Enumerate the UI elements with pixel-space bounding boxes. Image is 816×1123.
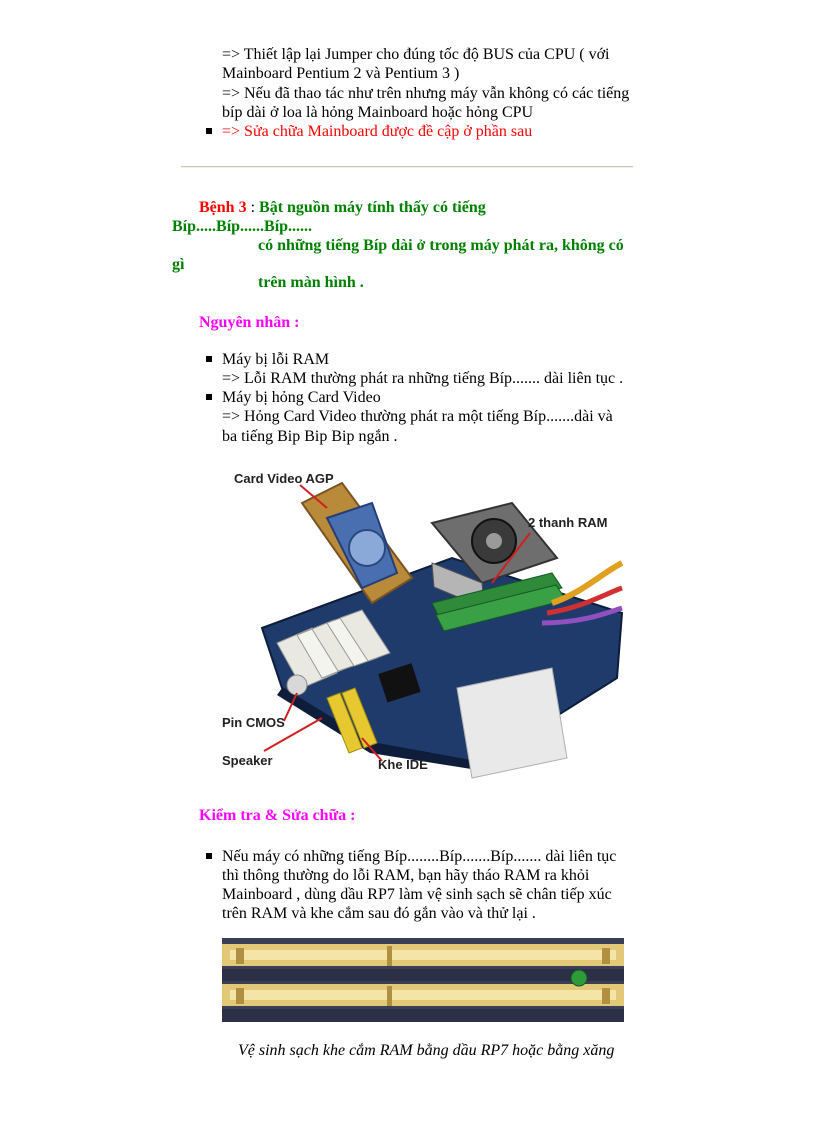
motherboard-figure	[222, 463, 624, 783]
benh3-title-5: trên màn hình .	[258, 274, 364, 291]
benh3-title-4: gì	[172, 256, 185, 273]
kiem-tra-line-2: thì thông thường do lỗi RAM, bạn hãy tháo RAM ra khỏi	[222, 867, 590, 884]
top-line-1: => Thiết lập lại Jumper cho đúng tốc độ BUS của CPU ( với	[222, 46, 610, 63]
nguyen-nhan-item-2: Máy bị hỏng Card Video	[222, 389, 381, 406]
label-ram: 2 thanh RAM	[528, 515, 608, 530]
nguyen-nhan-item-2-detail-2: ba tiếng Bip Bip Bip ngắn .	[222, 428, 398, 445]
benh3-title-line1	[199, 198, 486, 217]
top-line-2: Mainboard Pentium 2 và Pentium 3 )	[222, 65, 460, 82]
kiem-tra-heading: Kiểm tra & Sửa chữa :	[199, 807, 356, 824]
benh3-title-2: Bíp.....Bíp......Bíp......	[172, 218, 313, 235]
bullet-icon	[206, 853, 212, 859]
nguyen-nhan-heading: Nguyên nhân :	[199, 314, 300, 331]
ram-slot-illustration	[222, 938, 624, 1022]
nguyen-nhan-item-1: Máy bị lỗi RAM	[222, 351, 330, 368]
kiem-tra-line-3: Mainboard , dùng dầu RP7 làm vệ sinh sạch sẽ chân tiếp xúc	[222, 886, 612, 903]
benh3-title-1: Bật nguồn máy tính thấy có tiếng	[259, 199, 486, 216]
sua-chua-mainboard-link: => Sửa chữa Mainboard được đề cập ở phần sau	[222, 123, 533, 140]
motherboard-illustration	[222, 463, 624, 783]
bullet-icon	[206, 128, 212, 134]
ram-slot-photo	[222, 938, 624, 1022]
benh3-colon: :	[246, 199, 260, 216]
label-pin-cmos: Pin CMOS	[222, 715, 285, 730]
bullet-icon	[206, 356, 212, 362]
benh3-title-3: có những tiếng Bíp dài ở trong máy phát ra, không có	[258, 237, 624, 254]
ram-slot-caption: Vệ sinh sạch khe cắm RAM bằng dầu RP7 hoặc bằng xăng	[238, 1042, 615, 1059]
nguyen-nhan-item-2-detail-1: => Hỏng Card Video thường phát ra một tiếng Bíp.......dài và	[222, 408, 613, 425]
label-khe-ide: Khe IDE	[378, 757, 428, 772]
bullet-icon	[206, 394, 212, 400]
label-speaker: Speaker	[222, 753, 273, 768]
label-card-video: Card Video AGP	[234, 471, 334, 486]
benh3-label: Bệnh 3	[199, 199, 247, 216]
nguyen-nhan-item-1-detail: => Lỗi RAM thường phát ra những tiếng Bíp....... dài liên tục .	[222, 370, 624, 387]
top-line-3: => Nếu đã thao tác như trên nhưng máy vẫn không có các tiếng	[222, 85, 630, 102]
kiem-tra-line-1: Nếu máy có những tiếng Bíp........Bíp.......Bíp....... dài liên tục	[222, 848, 617, 865]
divider	[181, 166, 633, 168]
kiem-tra-line-4: trên RAM và khe cắm sau đó gắn vào và thử lại .	[222, 905, 536, 922]
top-line-4: bíp dài ở loa là hỏng Mainboard hoặc hỏng CPU	[222, 104, 534, 121]
